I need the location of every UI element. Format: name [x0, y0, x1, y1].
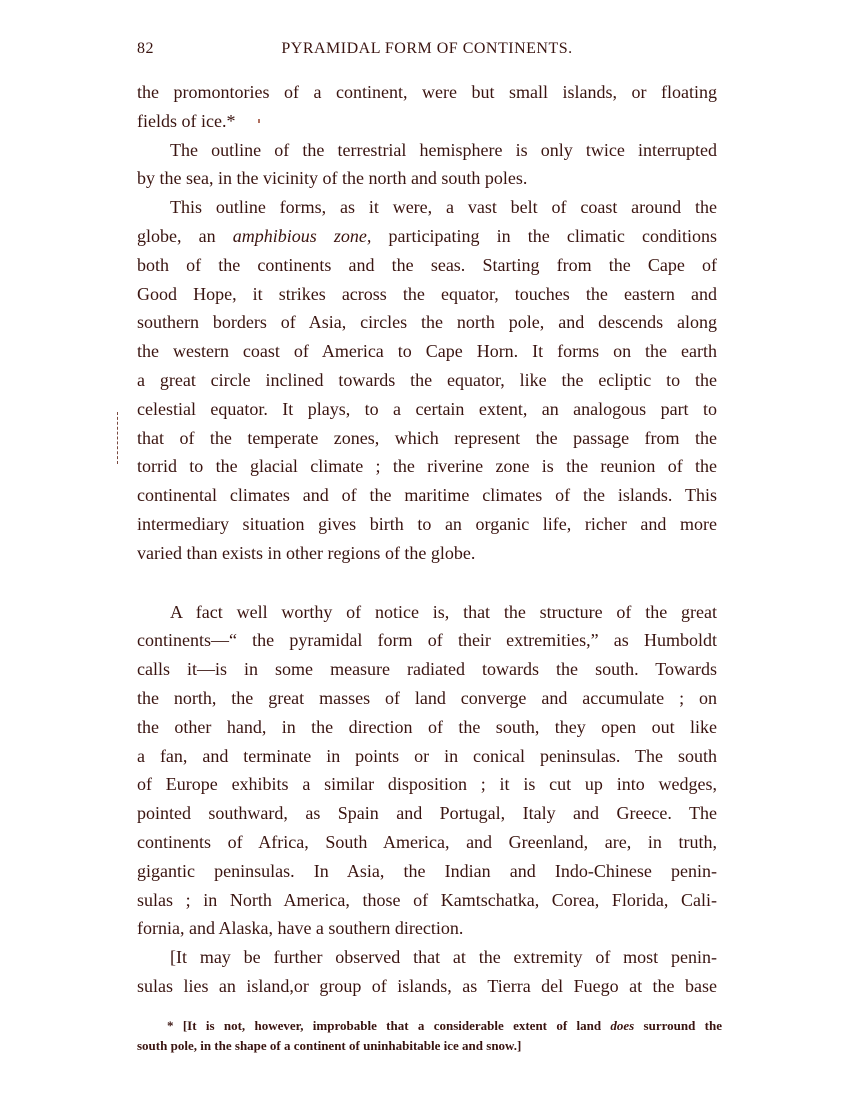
- text-line: of Europe exhibits a similar disposition ; it is cut up into wedges,: [137, 774, 717, 795]
- text-line: sulas ; in North America, those of Kamtschatka, Corea, Florida, Cali-: [137, 889, 717, 910]
- text-line: by the sea, in the vicinity of the north and south poles.: [137, 168, 528, 189]
- paragraph-1: [137, 78, 717, 136]
- text-line: fields of ice.*: [137, 110, 236, 131]
- paragraph-2: [137, 136, 717, 194]
- text-line: pointed southward, as Spain and Portugal, Italy and Greece. The: [137, 803, 717, 824]
- footnote-line: south pole, in the shape of a continent of uninhabitable ice and snow.]: [137, 1038, 522, 1053]
- paragraph-gap: [137, 568, 717, 598]
- text-line: intermediary situation gives birth to an organic life, richer and more: [137, 513, 717, 534]
- text-span: * [It is not, however, improbable that a considerable extent of land: [167, 1018, 611, 1033]
- text-line: The outline of the terrestrial hemisphere is only twice interrupted: [170, 139, 717, 160]
- text-line: [It may be further observed that at the extremity of most penin-: [170, 947, 717, 968]
- text-span: surround the: [634, 1018, 722, 1033]
- text-line: varied than exists in other regions of the globe.: [137, 542, 476, 563]
- text-line: a fan, and terminate in points or in conical peninsulas. The south: [137, 745, 717, 766]
- page-header: [137, 40, 717, 64]
- paragraph-3: [137, 193, 717, 567]
- margin-mark: [117, 412, 120, 464]
- text-line: southern borders of Asia, circles the north pole, and descends along: [137, 312, 717, 333]
- page-number: 82: [137, 40, 154, 57]
- paragraph-5: [137, 943, 717, 1001]
- text-line: continents—“ the pyramidal form of their extremities,” as Humboldt: [137, 630, 717, 651]
- text-line: the western coast of America to Cape Horn. It forms on the earth: [137, 341, 717, 362]
- text-line: fornia, and Alaska, have a southern direction.: [137, 918, 464, 939]
- paragraph-4: [137, 598, 717, 944]
- italic-term: does: [610, 1018, 635, 1033]
- body-text: [137, 78, 717, 1001]
- text-line: continental climates and of the maritime climates of the islands. This: [137, 485, 717, 506]
- text-line: the north, the great masses of land converge and accumulate ; on: [137, 687, 717, 708]
- text-line: the other hand, in the direction of the south, they open out like: [137, 716, 717, 737]
- text-line: that of the temperate zones, which represent the passage from the: [137, 427, 717, 448]
- text-line: This outline forms, as it were, a vast belt of coast around the: [170, 197, 717, 218]
- text-line: calls it—is in some measure radiated towards the south. Towards: [137, 659, 717, 680]
- italic-term: amphibious zone,: [232, 225, 372, 246]
- text-line: gigantic peninsulas. In Asia, the Indian and Indo-Chinese penin-: [137, 860, 717, 881]
- text-span: globe, an: [137, 225, 233, 246]
- text-line: celestial equator. It plays, to a certain extent, an analogous part to: [137, 398, 717, 419]
- footnote-line: [137, 1016, 722, 1036]
- text-line: the promontories of a continent, were but small islands, or floating: [137, 82, 717, 102]
- text-line: a great circle inclined towards the equator, like the ecliptic to the: [137, 369, 717, 390]
- text-line: both of the continents and the seas. Starting from the Cape of: [137, 254, 717, 275]
- footnote: [137, 1016, 722, 1056]
- text-line: sulas lies an island,or group of islands, as Tierra del Fuego at the base: [137, 975, 717, 996]
- text-line: Good Hope, it strikes across the equator, touches the eastern and: [137, 283, 717, 304]
- text-line: continents of Africa, South America, and Greenland, are, in truth,: [137, 831, 717, 852]
- text-line: torrid to the glacial climate ; the riverine zone is the reunion of the: [137, 456, 717, 477]
- running-title: PYRAMIDAL FORM OF CONTINENTS.: [281, 40, 573, 57]
- text-line: [137, 222, 717, 251]
- text-span: participating in the climatic conditions: [371, 225, 717, 246]
- text-line: A fact well worthy of notice is, that the structure of the great: [170, 601, 717, 622]
